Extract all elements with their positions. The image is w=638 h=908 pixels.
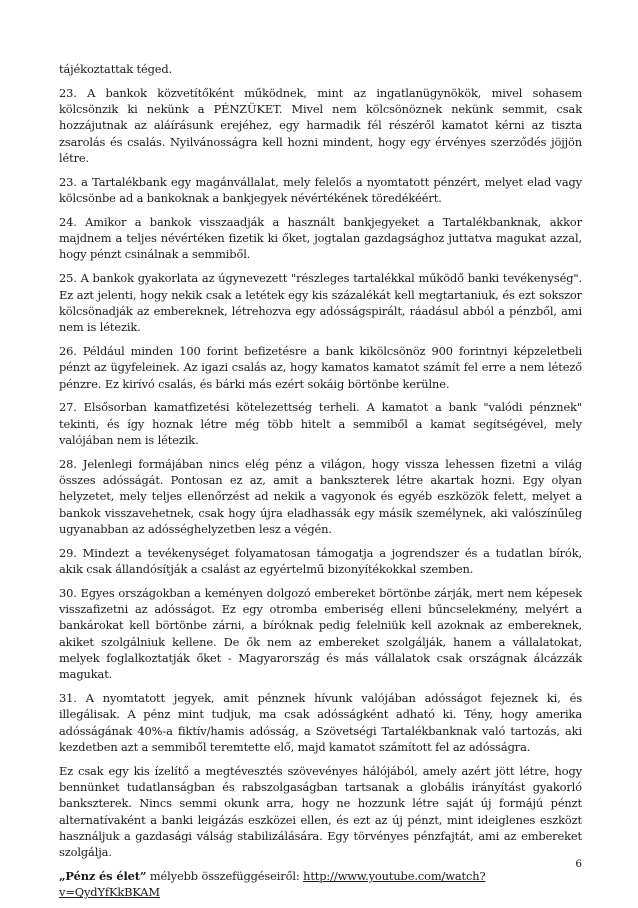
paragraph-27: 27. Elsősorban kamatfizetési kötelezettség terheli. A kamatot a bank "valódi pénznek" tekinti, és így hoznak létre még több hitelt a semmiből a kamat segítségével, mely valójában nem is létezik. [59, 400, 582, 447]
youtube-link[interactable]: http://www.youtube.com/watch?v=QydYfKkBKAM [59, 869, 486, 900]
document-body [59, 61, 582, 908]
paragraph-29: 29. Mindezt a tevékenységet folyamatosan támogatja a jogrendszer és a tudatlan bírók, akik csak állandósítják a csalást az egyértelmű bizonyítékokkal szemben. [59, 545, 582, 577]
paragraph-continuation: tájékoztattak téged. [59, 62, 173, 76]
footer-reference [59, 868, 582, 901]
paragraph-28: 28. Jelenlegi formájában nincs elég pénz a világon, hogy vissza lehessen fizetni a világ összes adósságát. Pontosan ez az, amit a bankszterek létre akartak hozni. Egy olyan helyzetet, mely teljes ellenőrzést ad nekik a vagyonok és egyéb eszközök felett, melyet a bankok visszavehetnek, csak hogy újra eladhassák egy másik személynek, aki valószínűleg ugyanabban az adósséghelyzetben lesz a végén. [59, 456, 582, 536]
footer-title: „Pénz és élet” [59, 869, 147, 884]
paragraph-26: 26. Például minden 100 forint befizetésre a bank kikölcsönöz 900 forintnyi képzeletbeli pénzt az ügyfeleinek. Az igazi csalás az, hogy kamatos kamatot számít fel erre a nem létező pénzre. Ez kirívó csalás, és bárki más ezért sokáig börtönbe kerülne. [59, 343, 582, 391]
paragraph-24: 24. Amikor a bankok visszaadják a használt bankjegyeket a Tartalékbanknak, akkor majdnem a teljes névértéken fizetik ki őket, jogtalan gazdagsághoz juttatva magukat azzal, hogy pénzt csinálnak a semmiből. [59, 214, 582, 262]
paragraph-23a: 23. A bankok közvetítőként működnek, mint az ingatlanügynökök, mivel sohasem kölcsönzik ki nekünk a PÉNZÜKET. Mivel nem kölcsönöznek nekünk semmit, csak hozzájutnak az aláírásunk erejéhez, egy harmadik fél részéről kamatot kérni az tiszta zsarolás és csalás. Nyilvánosságra kell hozni mindent, hogy egy érvényes szerződés jöjjön létre. [59, 85, 582, 165]
footer-text: mélyebb összefüggéseiről: [146, 869, 304, 884]
paragraph-25: 25. A bankok gyakorlata az úgynevezett "részleges tartalékkal működő banki tevékenység". Ez azt jelenti, hogy nekik csak a letétek egy kis százalékát kell megtartaniuk, és ezt sokszor kölcsönadják az embereknek, létrehozva egy adósságspirált, ráadásul abból a pénzből, ami nem is létezik. [59, 271, 582, 335]
paragraph-conclusion: Ez csak egy kis ízelítő a megtévesztés szövevényes hálójából, amely azért jött létre, hogy bennünket tudatlanságban és rabszolgaságban tartsanak a globális irányítást gyakorló bankszterek. Nincs semmi okunk arra, hogy ne hozzunk létre saját új formájú pénzt alternatívaként a banki leigázás eszközei ellen, és ezt az új pénzt, mint ideiglenes eszközt használjuk a gazdasági válság stabilizálására. Egy törvényes pénzfajtát, ami az embereket szolgálja. [59, 763, 582, 860]
paragraph-30: 30. Egyes országokban a keményen dolgozó embereket börtönbe zárják, mert nem képesek visszafizetni az adósságot. Ez egy otromba emberiség elleni bűncselekmény, melyért a bankárokat kell börtönbe zárni, a bíróknak pedig felelniük kell azoknak az embereknek, akiket szolgálniuk kellene. De ők nem az embereket szolgálják, hanem a vállalatokat, melyek foglalkoztatják őket - Magyarország és más vállalatok csak országnak álcázzák magukat. [59, 585, 582, 682]
page-number: 6 [575, 858, 582, 870]
paragraph-31: 31. A nyomtatott jegyek, amit pénznek hívunk valójában adósságot fejeznek ki, és illegálisak. A pénz mint tudjuk, ma csak adósságként adható ki. Tény, hogy amerika adósságának 40%-a fiktív/hamis adósság, a Szövetségi Tartalékbanknak való tartozás, aki kezdetben azt a semmiből teremtette elő, majd kamatot számított fel az adósságra. [59, 691, 582, 754]
paragraph-23b: 23. a Tartalékbank egy magánvállalat, mely felelős a nyomtatott pénzért, melyet elad vagy kölcsönbe ad a bankoknak a bankjegyek névértékének töredékéért. [59, 174, 582, 206]
